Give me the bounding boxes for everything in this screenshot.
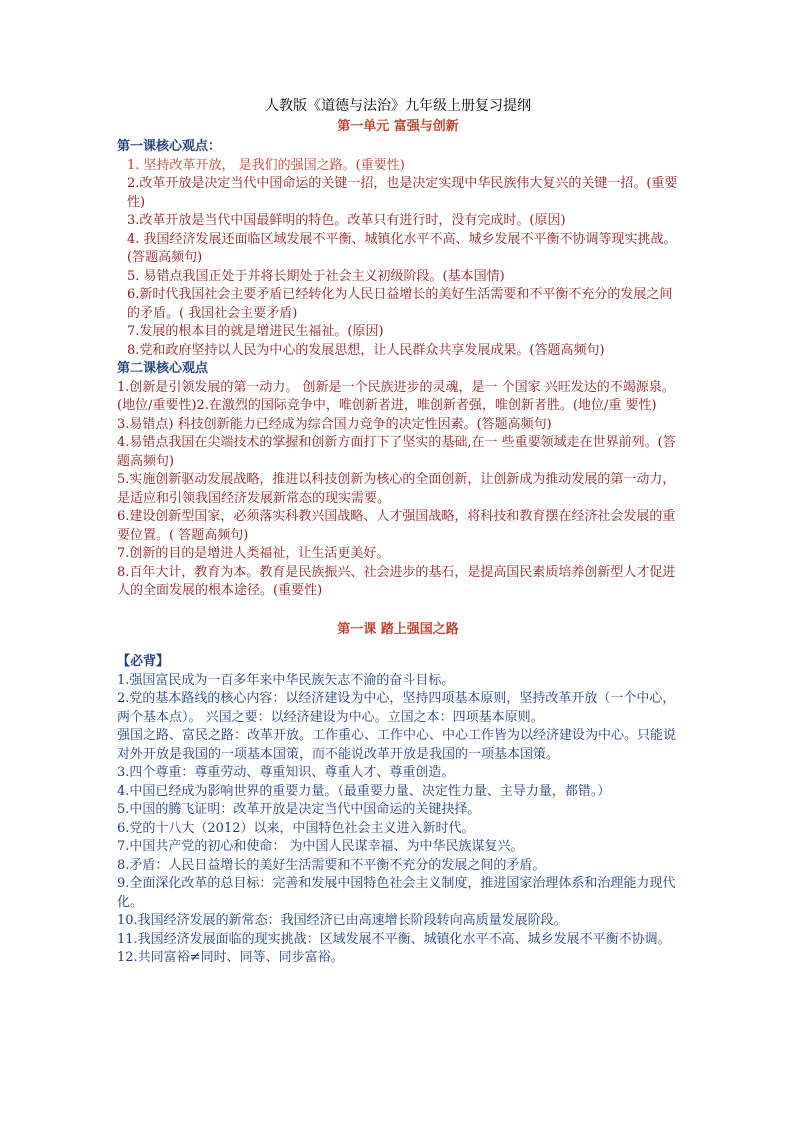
list-item: 1.强国富民成为一百多年来中华民族矢志不渝的奋斗目标。 — [117, 672, 455, 688]
list-item: 5. 易错点我国正处于并将长期处于社会主义初级阶段。(基本国情) — [127, 268, 505, 284]
list-item: 6.新时代我国社会主要矛盾已经转化为人民日益增长的美好生活需要和不平衡不充分的发展之间的矛盾。( 我国社会主要矛盾) — [127, 287, 673, 321]
list-item: 强国之路、富民之路：改革开放。工作重心、工作中心、中心工作皆为以经济建设为中心。只能说对外开放是我国的一项基本国策，而不能说改革开放是我国的一项基本国策。 — [117, 728, 677, 762]
must-recite-heading: 【必背】 — [117, 654, 170, 669]
list-item: 6.党的十八大（2012）以来，中国特色社会主义进入新时代。 — [117, 820, 475, 836]
list-item: 5.中国的腾飞证明：改革开放是决定当代中国命运的关键抉择。 — [117, 802, 481, 817]
list-item: 3.易错点) 科技创新能力已经成为综合国力竞争的决定性因素。(答题高频句) — [117, 416, 552, 432]
lesson2-core-heading: 第二课核心观点 — [117, 361, 209, 376]
list-item: 2.改革开放是决定当代中国命运的关键一招，也是决定实现中华民族伟大复兴的关键一招。(重要性) — [127, 176, 678, 210]
list-item: 9.全面深化改革的总目标：完善和发展中国特色社会主义制度，推进国家治理体系和治理能力现代化。 — [117, 876, 676, 910]
list-item: 10.我国经济发展的新常态：我国经济已由高速增长阶段转向高质量发展阶段。 — [117, 913, 567, 928]
document-page — [117, 97, 679, 968]
list-item: 8.党和政府坚持以人民为中心的发展思想，让人民群众共享发展成果。(答题高频句) — [127, 342, 605, 358]
list-item: 8.矛盾：人民日益增长的美好生活需要和不平衡不充分的发展之间的矛盾。 — [117, 857, 546, 873]
lesson1-title: 第一课 踏上强国之路 — [337, 621, 459, 637]
lesson1-core-list — [117, 157, 679, 361]
list-item: 11.我国经济发展面临的现实挑战：区域发展不平衡、城镇化水平不高、城乡发展不平衡不协调。 — [117, 931, 671, 947]
list-item: 5.实施创新驱动发展战略，推进以科技创新为核心的全面创新，让创新成为推动发展的第一动力，是适应和引领我国经济发展新常态的现实需要。 — [117, 472, 676, 506]
list-item: 3.改革开放是当代中国最鲜明的特色。改革只有进行时，没有完成时。(原因) — [127, 213, 566, 228]
list-item: 2.党的基本路线的核心内容：以经济建设为中心，坚持四项基本原则，坚持改革开放（一个中心，两个基本点）。 兴国之要：以经济建设为中心。立国之本：四项基本原则。 — [117, 691, 676, 725]
list-item: 7.中国共产党的初心和使命： 为中国人民谋幸福、为中华民族谋复兴。 — [117, 839, 524, 854]
lesson1-core-heading: 第一课核心观点： — [117, 139, 222, 154]
list-item: 12.共同富裕≠同时、同等、同步富裕。 — [117, 950, 344, 965]
list-item: 8.百年大计，教育为本。教育是民族振兴、社会进步的基石，是提高国民素质培养创新型人才促进人的全面发展的根本途径。(重要性) — [117, 564, 676, 598]
list-item: 1. 坚持改革开放， 是我们的强国之路。(重要性) — [127, 157, 405, 173]
list-item: 4.易错点我国在尖端技术的掌握和创新方面打下了坚实的基础,在一 些重要领域走在世界前列。(答题高频句) — [117, 435, 676, 469]
list-item: 3.四个尊重：尊重劳动、尊重知识、尊重人才、尊重创造。 — [117, 765, 455, 780]
list-item: 4.中国已经成为影响世界的重要力量。（最重要力量、决定性力量、主导力量，都错。） — [117, 783, 611, 799]
list-item: 1.创新是引领发展的第一动力。 创新是一个民族进步的灵魂，是一 个国家 兴旺发达的不竭源泉。(地位/重要性)2.在激烈的国际竞争中，唯创新者进，唯创新者强，唯创新者胜。(地位/重 要性) — [117, 379, 675, 413]
must-recite-list — [117, 672, 679, 968]
unit-title: 第一单元 富强与创新 — [337, 118, 459, 134]
lesson2-core-list — [117, 379, 679, 601]
list-item: 6.建设创新型国家，必须落实科教兴国战略、人才强国战略，将科技和教育摆在经济社会发展的重要位置。( 答题高频句) — [117, 509, 676, 543]
list-item: 7.发展的根本目的就是增进民生福祉。(原因) — [127, 324, 384, 339]
document-title: 人教版《道德与法治》九年级上册复习提纲 — [265, 98, 531, 114]
list-item: 4. 我国经济发展还面临区域发展不平衡、城镇化水平不高、城乡发展不平衡不协调等现实挑战。(答题高频句) — [127, 231, 677, 265]
list-item: 7.创新的目的是增进人类福祉，让生活更美好。 — [117, 546, 390, 561]
